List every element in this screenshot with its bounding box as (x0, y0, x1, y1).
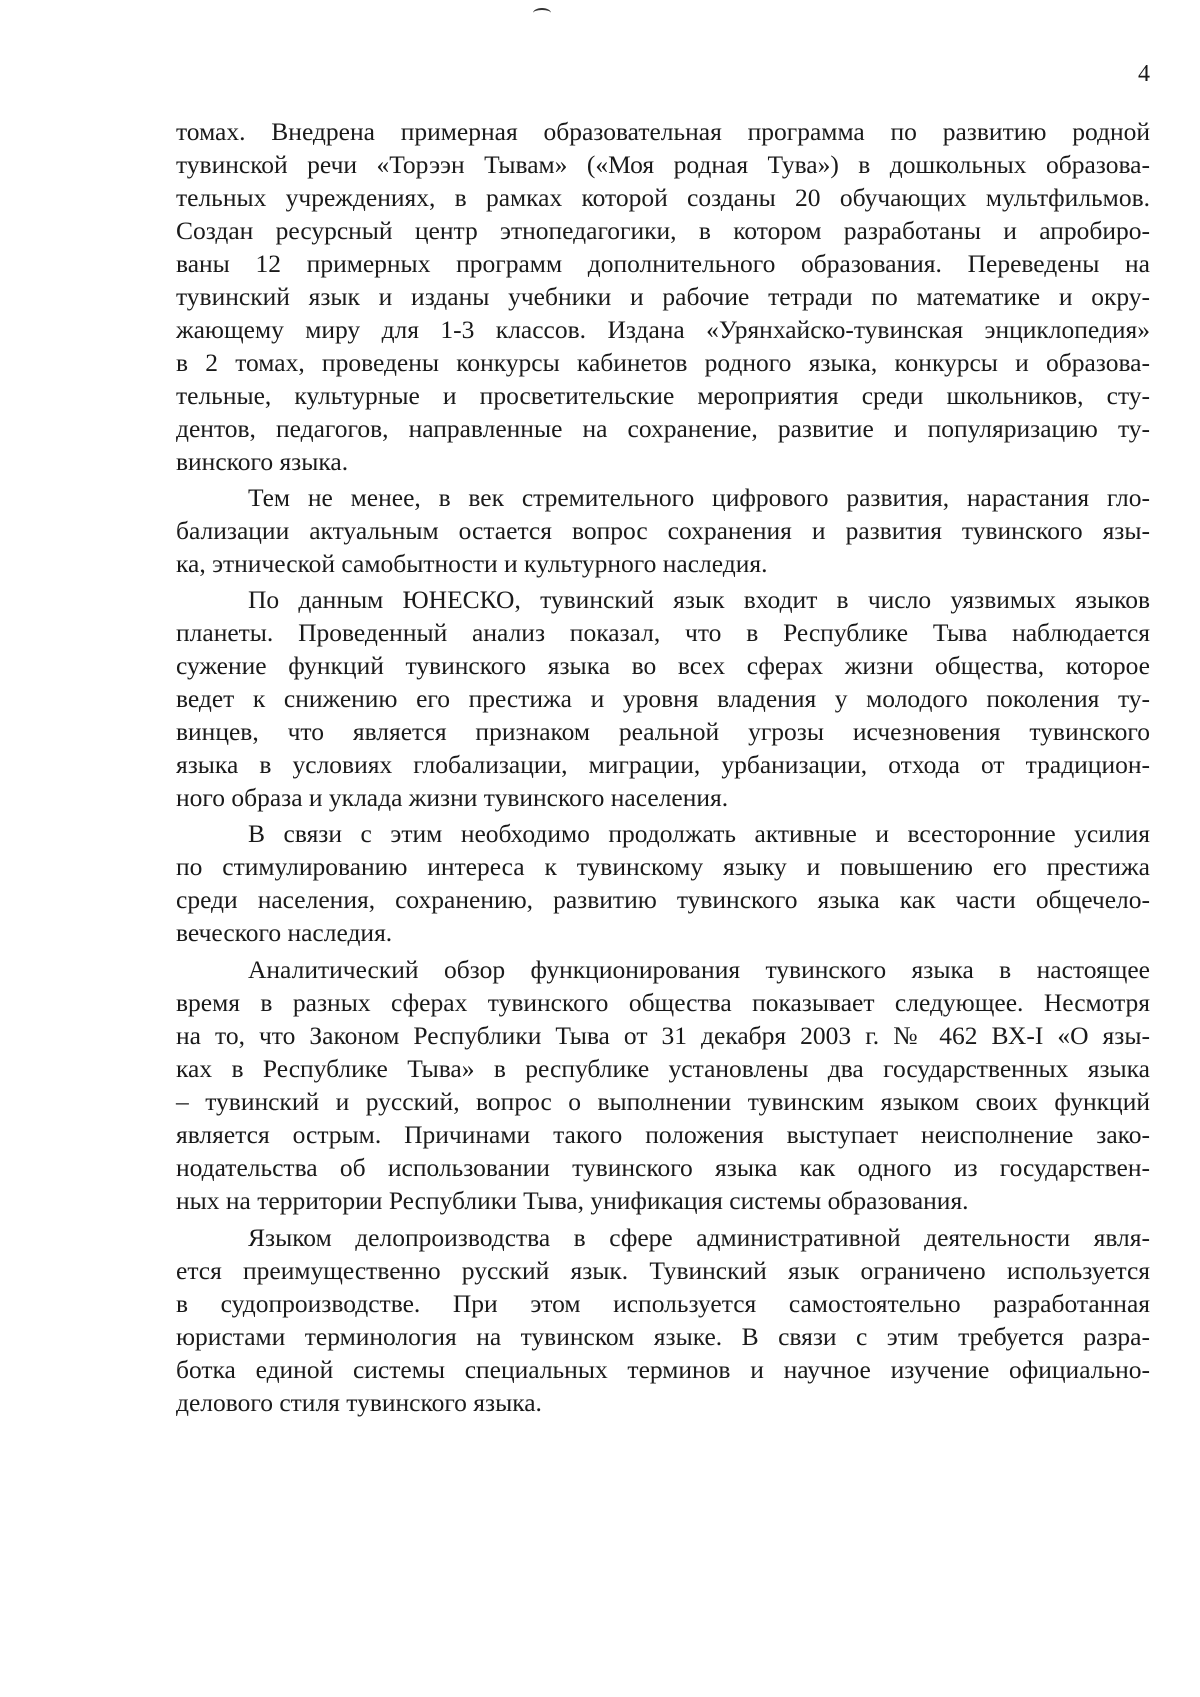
text-line: ного образа и уклада жизни тувинского населения. (176, 783, 729, 812)
text-line: Аналитический обзор функционирования тувинского языка в настоящее (248, 955, 1150, 984)
text-line: дентов, педагогов, направленные на сохранение, развитие и популяризацию ту- (176, 414, 1150, 443)
text-line: бализации актуальным остается вопрос сохранения и развития тувинского язы- (176, 516, 1150, 545)
text-line: ках в Республике Тыва» в республике установлены два государственных языка (176, 1054, 1150, 1083)
text-line: веческого наследия. (176, 918, 393, 947)
text-line: Создан ресурсный центр этнопедагогики, в котором разработаны и апробиро- (176, 216, 1150, 245)
text-line: планеты. Проведенный анализ показал, что в Республике Тыва наблюдается (176, 618, 1150, 647)
text-line: ботка единой системы специальных терминов и научное изучение официально- (176, 1355, 1150, 1384)
text-line: – тувинский и русский, вопрос о выполнении тувинским языком своих функций (176, 1087, 1150, 1116)
text-line: на то, что Законом Республики Тыва от 31 декабря 2003 г. № 462 ВХ-I «О язы- (176, 1021, 1150, 1050)
text-line: ется преимущественно русский язык. Тувинский язык ограничено используется (176, 1256, 1150, 1285)
text-line: винского языка. (176, 447, 349, 476)
text-line: языка в условиях глобализации, миграции, урбанизации, отхода от традицион- (176, 750, 1150, 779)
text-line: ваны 12 примерных программ дополнительного образования. Переведены на (176, 249, 1150, 278)
page-number: 4 (1138, 61, 1150, 87)
text-line: тельных учреждениях, в рамках которой созданы 20 обучающих мультфильмов. (176, 183, 1150, 212)
text-line: Тем не менее, в век стремительного цифрового развития, нарастания гло- (248, 483, 1150, 512)
text-line: тувинский язык и изданы учебники и рабочие тетради по математике и окру- (176, 282, 1150, 311)
text-line: ных на территории Республики Тыва, унификация системы образования. (176, 1186, 969, 1215)
text-line: является острым. Причинами такого положения выступает неисполнение зако- (176, 1120, 1150, 1149)
text-line: Языком делопроизводства в сфере административной деятельности явля- (248, 1223, 1150, 1252)
text-line: тельные, культурные и просветительские мероприятия среди школьников, сту- (176, 381, 1150, 410)
scan-mark (533, 8, 551, 18)
text-line: жающему миру для 1-3 классов. Издана «Урянхайско-тувинская энциклопедия» (176, 315, 1150, 344)
text-line: время в разных сферах тувинского общества показывает следующее. Несмотря (176, 988, 1150, 1017)
text-line: в судопроизводстве. При этом используется самостоятельно разработанная (176, 1289, 1150, 1318)
text-line: юристами терминология на тувинском языке. В связи с этим требуется разра- (176, 1322, 1150, 1351)
text-line: томах. Внедрена примерная образовательная программа по развитию родной (176, 117, 1150, 146)
text-line: ка, этнической самобытности и культурного наследия. (176, 549, 768, 578)
text-line: винцев, что является признаком реальной угрозы исчезновения тувинского (176, 717, 1150, 746)
text-line: среди населения, сохранению, развитию тувинского языка как части общечело- (176, 885, 1150, 914)
text-line: ведет к снижению его престижа и уровня владения у молодого поколения ту- (176, 684, 1150, 713)
text-line: сужение функций тувинского языка во всех сферах жизни общества, которое (176, 651, 1150, 680)
text-line: В связи с этим необходимо продолжать активные и всесторонние усилия (248, 819, 1150, 848)
text-line: по стимулированию интереса к тувинскому языку и повышению его престижа (176, 852, 1150, 881)
text-line: тувинской речи «Торээн Тывам» («Моя родная Тува») в дошкольных образова- (176, 150, 1150, 179)
text-line: в 2 томах, проведены конкурсы кабинетов родного языка, конкурсы и образова- (176, 348, 1150, 377)
text-line: нодательства об использовании тувинского языка как одного из государствен- (176, 1153, 1150, 1182)
text-line: По данным ЮНЕСКО, тувинский язык входит в число уязвимых языков (248, 585, 1150, 614)
text-line: делового стиля тувинского языка. (176, 1388, 542, 1417)
